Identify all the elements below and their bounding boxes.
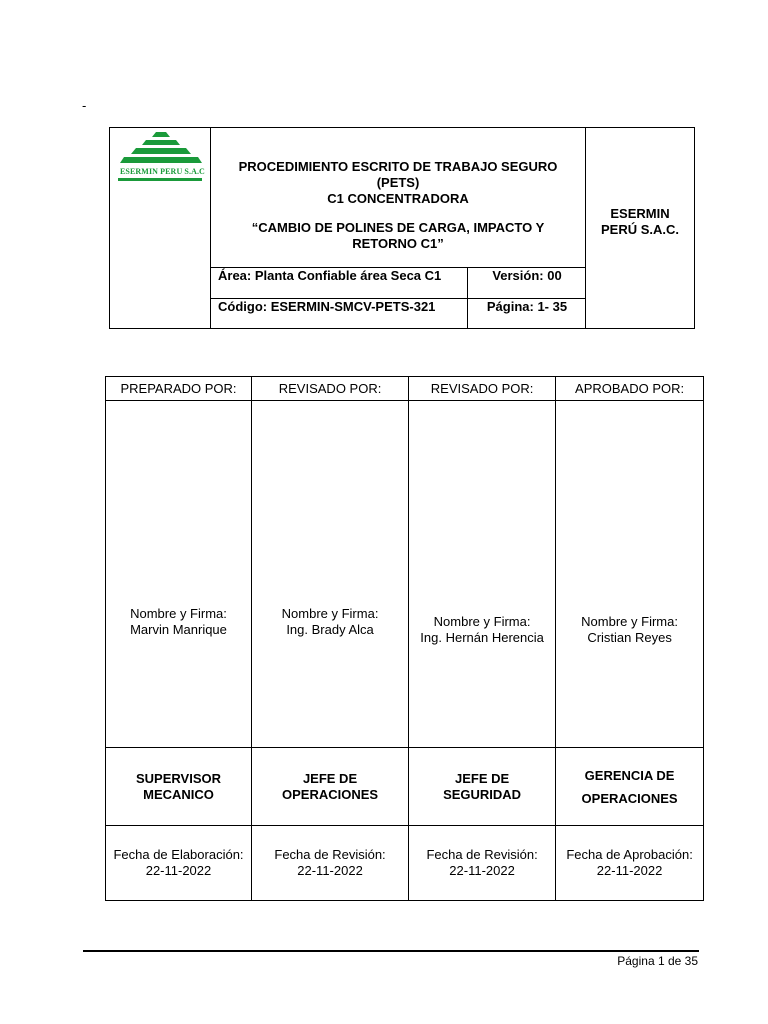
signature-date-row (106, 826, 704, 901)
role-cell: SUPERVISOR MECANICO (106, 748, 252, 826)
version-field: Versión: 00 (467, 268, 586, 298)
header-cell: REVISADO POR: (409, 377, 556, 401)
header-cell: PREPARADO POR: (106, 377, 252, 401)
info-row-area (211, 268, 586, 299)
doc-title-line2: (PETS) (376, 175, 420, 190)
signature-name-row (106, 401, 704, 748)
date-label: Fecha de Revisión: (426, 847, 538, 862)
date-value: 22-11-2022 (145, 863, 212, 878)
date-cell (409, 826, 556, 901)
page-field: Página: 1- 35 (467, 299, 586, 328)
date-value: 22-11-2022 (449, 863, 515, 878)
date-cell (556, 826, 704, 901)
date-label: Fecha de Revisión: (274, 847, 386, 862)
logo-underline (118, 178, 202, 181)
header-cell: REVISADO POR: (252, 377, 409, 401)
signer-name: Ing. Hernán Herencia (420, 630, 544, 645)
name-cell (556, 401, 704, 748)
doc-title-line3: C1 CONCENTRADORA (327, 191, 469, 206)
page-marker: - (82, 98, 87, 113)
role-cell: JEFE DE OPERACIONES (252, 748, 409, 826)
name-label: Nombre y Firma: (281, 606, 379, 621)
date-value: 22-11-2022 (297, 863, 363, 878)
role-cell: GERENCIA DE OPERACIONES (556, 748, 704, 826)
date-label: Fecha de Aprobación: (566, 847, 693, 862)
role-cell: JEFE DE SEGURIDAD (409, 748, 556, 826)
signature-role-row (106, 748, 704, 826)
date-cell (252, 826, 409, 901)
signer-name: Marvin Manrique (130, 622, 227, 637)
signer-name: Ing. Brady Alca (286, 622, 374, 637)
area-field: Área: Planta Confiable área Seca C1 (218, 268, 442, 283)
date-value: 22-11-2022 (596, 863, 663, 878)
doc-subtitle: “CAMBIO DE POLINES DE CARGA, IMPACTO Y RETORNO C1” (251, 220, 545, 251)
logo-text: ESERMIN PERU S.A.C (120, 167, 205, 176)
date-label: Fecha de Elaboración: (113, 847, 244, 862)
name-label: Nombre y Firma: (581, 614, 678, 629)
logo-cell (110, 128, 211, 328)
name-cell (252, 401, 409, 748)
name-label: Nombre y Firma: (130, 606, 227, 621)
name-cell (106, 401, 252, 748)
footer-divider (83, 950, 699, 952)
title-cell (211, 128, 586, 268)
company-name-line2: PERÚ S.A.C. (600, 222, 679, 237)
document-header (109, 127, 695, 329)
header-cell: APROBADO POR: (556, 377, 704, 401)
info-row-code (211, 299, 586, 328)
signature-header-row (106, 377, 704, 401)
name-cell (409, 401, 556, 748)
company-logo (118, 132, 204, 190)
company-cell (586, 128, 694, 328)
footer-page-number: Página 1 de 35 (617, 954, 698, 968)
date-cell (106, 826, 252, 901)
code-field: Código: ESERMIN-SMCV-PETS-321 (218, 299, 436, 314)
doc-title-line1: PROCEDIMIENTO ESCRITO DE TRABAJO SEGURO (238, 159, 558, 174)
name-label: Nombre y Firma: (433, 614, 531, 629)
signer-name: Cristian Reyes (587, 630, 672, 645)
signature-table (105, 376, 704, 901)
company-name-line1: ESERMIN (610, 206, 670, 221)
